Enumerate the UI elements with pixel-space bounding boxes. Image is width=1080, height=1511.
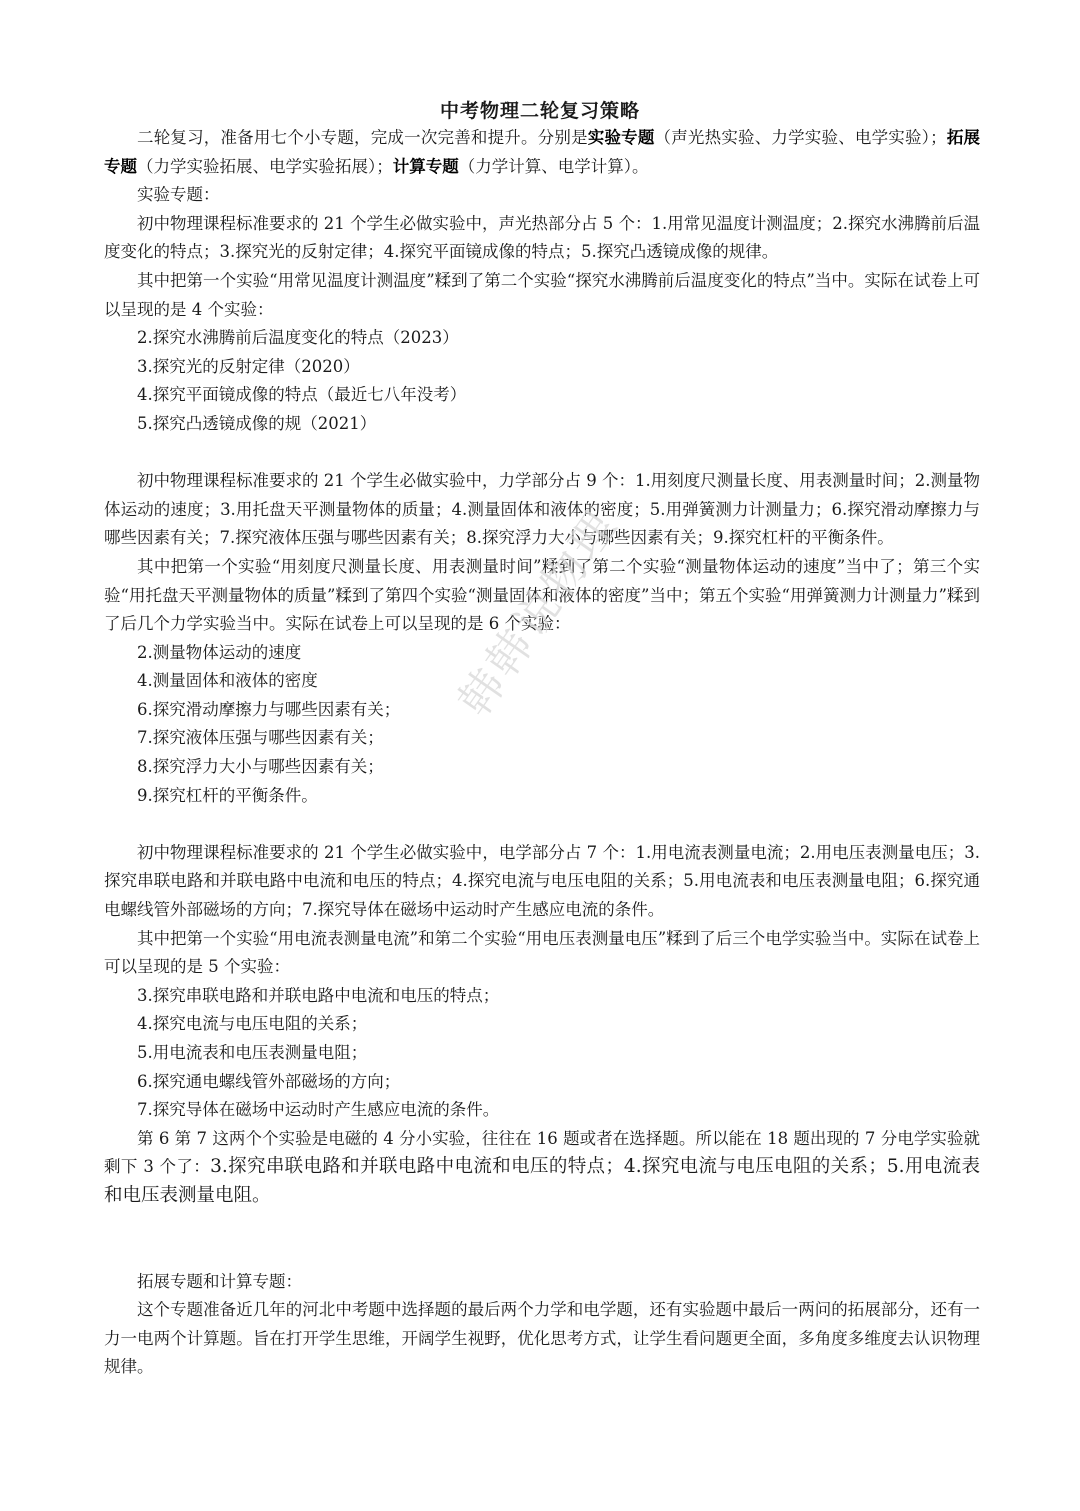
- list-item: 5.用电流表和电压表测量电阻；: [137, 1043, 368, 1062]
- calculation-topic-label: 计算专题: [392, 156, 459, 176]
- blank-line: [104, 439, 980, 468]
- extension-paragraph: 这个专题准备近几年的河北中考题中选择题的最后两个力学和电学题，还有实验题中最后一两问的拓展部分，还有一力一电两个计算题。旨在打开学生思维，开阔学生视野，优化思考方式，让学生看问题更全面，多角度多维度去认识物理规律。: [104, 1300, 980, 1377]
- list-item: 2.测量物体运动的速度: [137, 642, 302, 662]
- mechanics-paragraph-2: 其中把第一个实验“用刻度尺测量长度、用表测量时间”糅到了第二个实验“测量物体运动的速度”当中了；第三个实验“用托盘天平测量物体的质量”糅到了第四个实验“测量固体和液体的密度”当中；第五个实验“用弹簧测力计测量力”糅到了后几个力学实验当中。实际在试卷上可以呈现的是 6 个实验：: [104, 556, 980, 634]
- sound-light-heat-paragraph-1: 初中物理课程标准要求的 21 个学生必做实验中，声光热部分占 5 个：1.用常见温度计测温度；2.探究水沸腾前后温度变化的特点；3.探究光的反射定律；4.探究平面镜成像的特点；5.探究凸透镜成像的规律。: [104, 213, 980, 262]
- intro-text-3: （力学实验拓展、电学实验拓展）；: [137, 156, 393, 176]
- electricity-paragraph-1: 初中物理课程标准要求的 21 个学生必做实验中，电学部分占 7 个：1.用电流表测量电流；2.用电压表测量电压；3.探究串联电路和并联电路中电流和电压的特点；4.探究电流与电压电阻的关系；5.用电流表和电压表测量电阻；6.探究通电螺线管外部磁场的方向；7.探究导体在磁场中运动时产生感应电流的条件。: [104, 842, 980, 920]
- list-item: 7.探究导体在磁场中运动时产生感应电流的条件。: [137, 1100, 500, 1120]
- blank-lines: [104, 1211, 980, 1268]
- list-item: 4.探究平面镜成像的特点（最近七八年没考）: [137, 385, 467, 405]
- sound-light-heat-paragraph-2: 其中把第一个实验“用常见温度计测温度”糅到了第二个实验“探究水沸腾前后温度变化的特点”当中。实际在试卷上可以呈现的是 4 个实验：: [104, 270, 980, 319]
- list-item: 3.探究串联电路和并联电路中电流和电压的特点；: [137, 985, 500, 1005]
- electricity-paragraph-2: 其中把第一个实验“用电流表测量电流”和第二个实验“用电压表测量电压”糅到了后三个电学实验当中。实际在试卷上可以呈现的是 5 个实验：: [104, 928, 980, 977]
- document-title: 中考物理二轮复习策略: [439, 100, 640, 122]
- extension-topic-label: 拓展专题: [104, 128, 981, 176]
- list-item: 6.探究滑动摩擦力与哪些因素有关；: [137, 699, 401, 719]
- extension-heading: 拓展专题和计算专题：: [137, 1271, 302, 1291]
- list-item: 5.探究凸透镜成像的规（2021）: [137, 413, 377, 433]
- document-body: [104, 124, 980, 1382]
- intro-text-4: （力学计算、电学计算）。: [458, 156, 649, 176]
- experiment-heading: 实验专题：: [137, 185, 220, 205]
- list-item: 6.探究通电螺线管外部磁场的方向；: [137, 1071, 401, 1091]
- electricity-paragraph-3-lead: 第 6 第 7 这两个个实验是电磁的 4 分小实验，往往在 16 题或者在选择题。所以能在 18 题出现的 7 分电学实验就剩下 3 个了：: [104, 1128, 980, 1177]
- list-item: 4.测量固体和液体的密度: [137, 671, 318, 691]
- electricity-paragraph-3-emphasis: 3.探究串联电路和并联电路中电流和电压的特点；4.探究电流与电压电阻的关系；5.用电流表和电压表测量电阻。: [104, 1156, 980, 1206]
- blank-line: [104, 810, 980, 839]
- watermark: 韩韩说物理: [449, 499, 629, 726]
- list-item: 7.探究液体压强与哪些因素有关；: [137, 728, 384, 748]
- intro-paragraph: [104, 124, 980, 181]
- list-item: 3.探究光的反射定律（2020）: [137, 356, 360, 376]
- list-item: 9.探究杠杆的平衡条件。: [137, 785, 318, 805]
- mechanics-paragraph-1: 初中物理课程标准要求的 21 个学生必做实验中，力学部分占 9 个：1.用刻度尺测量长度、用表测量时间；2.测量物体运动的速度；3.用托盘天平测量物体的质量；4.测量固体和液体的密度；5.用弹簧测力计测量力；6.探究滑动摩擦力与哪些因素有关；7.探究液体压强与哪些因素有关；8.探究浮力大小与哪些因素有关；9.探究杠杆的平衡条件。: [104, 471, 980, 548]
- experiment-topic-label: 实验专题: [587, 128, 655, 147]
- intro-text-1: 二轮复习，准备用七个小专题，完成一次完善和提升。分别是: [137, 128, 588, 147]
- electricity-paragraph-3: [104, 1125, 980, 1211]
- intro-text-2: （声光热实验、力学实验、电学实验）；: [654, 128, 947, 147]
- list-item: 8.探究浮力大小与哪些因素有关；: [137, 757, 384, 777]
- list-item: 4.探究电流与电压电阻的关系；: [137, 1014, 368, 1034]
- list-item: 2.探究水沸腾前后温度变化的特点（2023）: [137, 328, 459, 348]
